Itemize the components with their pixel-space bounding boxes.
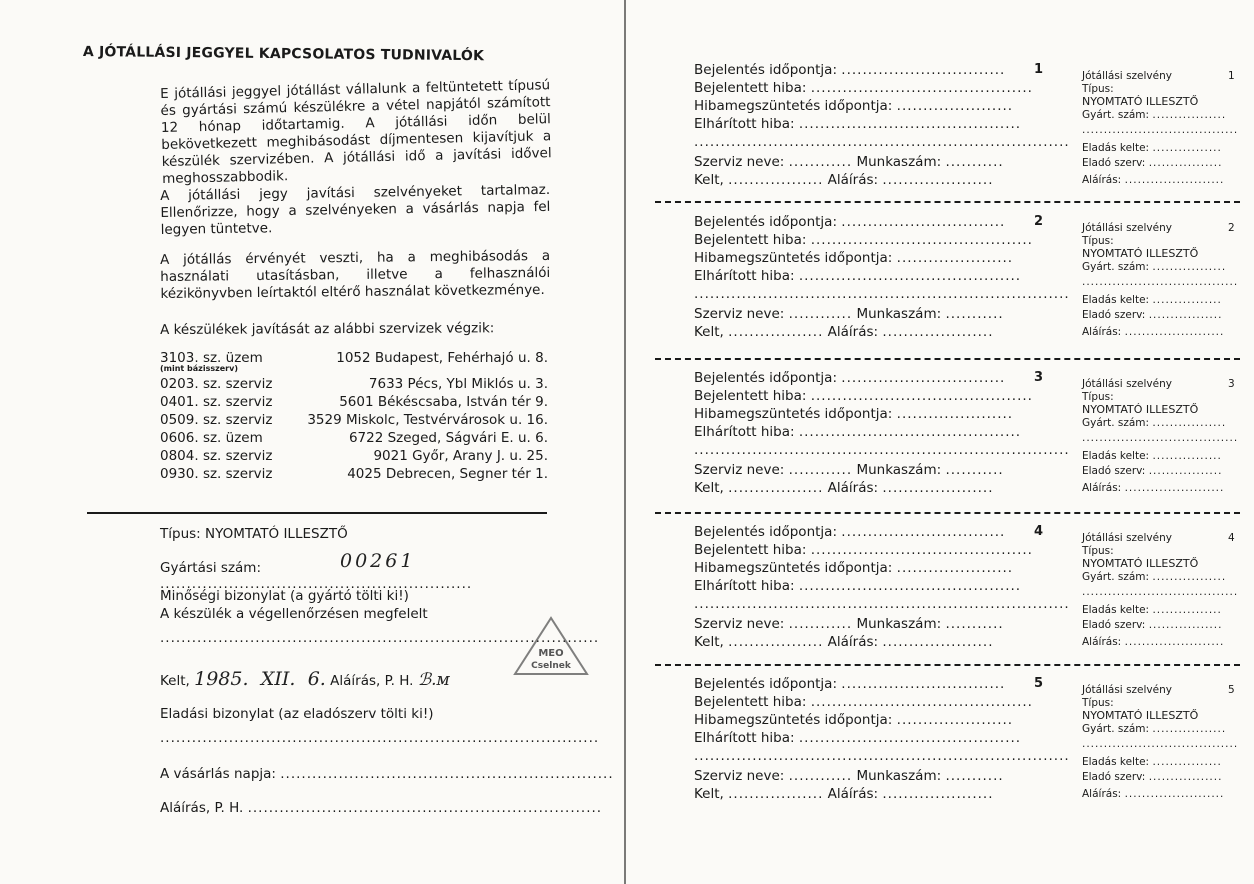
section-divider: [87, 512, 547, 514]
coupon-seller-label: Eladó szerv:: [1082, 619, 1146, 631]
coupon-sale-date-label: Eladás kelte:: [1082, 604, 1150, 616]
service-row: [160, 430, 548, 448]
quality-text: A készülék a végellenőrzésen megfelelt: [160, 606, 428, 622]
fix-time-label: Hibamegszüntetés időpontja:: [694, 712, 893, 728]
job-number-label: Munkaszám:: [856, 768, 942, 784]
coupon-signature-label: Aláírás:: [1082, 174, 1122, 186]
service-address: 4025 Debrecen, Segner tér 1.: [347, 466, 548, 482]
coupon-number: 1: [1228, 70, 1235, 82]
coupon-serial-label: Gyárt. szám:: [1082, 109, 1150, 121]
service-address: 9021 Győr, Arany J. u. 25.: [373, 448, 548, 464]
fix-time-label: Hibamegszüntetés időpontja:: [694, 98, 893, 114]
service-name-label: Szerviz neve:: [694, 462, 785, 478]
coupon-number: 3: [1228, 378, 1235, 390]
block-number: 4: [1034, 524, 1044, 539]
service-address: 3529 Miskolc, Testvérvárosok u. 16.: [307, 412, 548, 428]
coupon-type-label: Típus:: [1082, 83, 1114, 95]
paragraph-warranty: E jótállási jeggyel jótállást vállalunk a feltüntetett típusú és gyártási számú készülékre a vétel napjától számított 12 hónap időtartamig. A jótállási időn belül bekövetkezett meghibásodást díjmentesen kijavítjuk a készülék szervizében. A jótállási idő a javítási idővel meghosszabbodik.: [160, 77, 552, 187]
block-number: 5: [1034, 676, 1044, 691]
dotted-line: .......................................................................: [694, 596, 1070, 612]
coupon-type-value: NYOMTATÓ ILLESZTŐ: [1082, 557, 1199, 570]
service-row: [160, 466, 548, 484]
signature-label: Aláírás:: [827, 634, 879, 650]
fix-time-label: Hibamegszüntetés időpontja:: [694, 406, 893, 422]
kelt-label: Kelt,: [160, 673, 190, 689]
cut-line: [655, 512, 1240, 514]
reported-time-label: Bejelentés időpontja:: [694, 214, 837, 230]
job-number-label: Munkaszám:: [856, 306, 942, 322]
coupon-type-value: NYOMTATÓ ILLESZTŐ: [1082, 95, 1199, 108]
signature2-label: Aláírás, P. H.: [160, 800, 244, 816]
service-unit: 0606. sz. üzem: [160, 430, 263, 446]
purchase-line: A vásárlás napja: ...............................................................: [160, 766, 614, 782]
block-number: 3: [1034, 370, 1044, 385]
coupon-type-value: NYOMTATÓ ILLESZTŐ: [1082, 403, 1199, 416]
fixed-fault-label: Elhárított hiba:: [694, 730, 795, 746]
job-number-label: Munkaszám:: [856, 462, 942, 478]
kelt-label: Kelt,: [694, 786, 724, 802]
sales-dotted-line: ...................................................................................: [160, 730, 600, 746]
serial-line: Gyártási szám: ........................................................... 00261: [160, 550, 473, 592]
repair-block: Bejelentés időpontja: ............................... Bejelentett hiba: .......................................... Hibamegszüntetés időpontja: ...................... Elhárított hiba: .......................................... ....................................................................... Szerviz neve: ............ Munkaszám: ........... Kelt, .................. Aláírás: ..................... 2 Jótállási szelvény 2 Típus: NYOMTATÓ ILLESZTŐ Gyárt. szám: ................. .................................... Eladás kelte: ................ Eladó szerv: ................. Aláírás: .......................: [694, 214, 1239, 340]
dotted-line: .......................................................................: [694, 134, 1070, 150]
dotted-line: .......................................................................: [694, 748, 1070, 764]
paragraph-services-intro: A készülékek javítását az alábbi szervizek végzik:: [160, 320, 495, 338]
coupon-signature-label: Aláírás:: [1082, 482, 1122, 494]
coupon-dotted-line: ....................................: [1082, 124, 1239, 136]
coupon-dotted-line: ....................................: [1082, 276, 1239, 288]
coupon-dotted-line: ....................................: [1082, 586, 1239, 598]
coupon-dotted-line: ....................................: [1082, 432, 1239, 444]
kelt-label: Kelt,: [694, 634, 724, 650]
fix-time-label: Hibamegszüntetés időpontja:: [694, 560, 893, 576]
kelt-label: Kelt,: [694, 172, 724, 188]
paragraph-coupons: A jótállási jegy javítási szelvényeket tartalmaz. Ellenőrizze, hogy a szelvényeken a vásárlás napja fel legyen tüntetve.: [160, 181, 551, 238]
coupon-number: 5: [1228, 684, 1235, 696]
coupon-seller-label: Eladó szerv:: [1082, 309, 1146, 321]
page-fold: [624, 0, 626, 884]
page-heading: A JÓTÁLLÁSI JEGGYEL KAPCSOLATOS TUDNIVALÓK: [82, 44, 485, 65]
coupon-number: 2: [1228, 222, 1235, 234]
serial-handwritten[interactable]: 00261: [340, 550, 416, 572]
job-number-label: Munkaszám:: [856, 616, 942, 632]
service-unit: 0930. sz. szerviz: [160, 466, 273, 482]
coupon-signature-label: Aláírás:: [1082, 326, 1122, 338]
coupon-serial-label: Gyárt. szám:: [1082, 261, 1150, 273]
coupon-number: 4: [1228, 532, 1235, 544]
service-row: [160, 394, 548, 412]
signature-label: Aláírás:: [827, 324, 879, 340]
dotted-line: .......................................................................: [694, 286, 1070, 302]
kelt-line: [160, 668, 548, 690]
cut-line: [655, 664, 1240, 666]
kelt-label: Kelt,: [694, 480, 724, 496]
coupon-signature-label: Aláírás:: [1082, 636, 1122, 648]
coupon-seller-label: Eladó szerv:: [1082, 157, 1146, 169]
coupon-type-label: Típus:: [1082, 235, 1114, 247]
coupon-type-value: NYOMTATÓ ILLESZTŐ: [1082, 709, 1199, 722]
signature-label: Aláírás:: [827, 172, 879, 188]
service-row: [160, 412, 548, 430]
stamp-text-meo: MEO: [538, 648, 564, 659]
reported-time-label: Bejelentés időpontja:: [694, 524, 837, 540]
fixed-fault-label: Elhárított hiba:: [694, 268, 795, 284]
type-value: NYOMTATÓ ILLESZTŐ: [205, 526, 348, 542]
block-number: 1: [1034, 62, 1044, 77]
coupon-title: Jótállási szelvény: [1082, 684, 1172, 696]
service-unit: 0509. sz. szerviz: [160, 412, 273, 428]
coupon-title: Jótállási szelvény: [1082, 532, 1172, 544]
service-address: 1052 Budapest, Fehérhajó u. 8.: [336, 350, 548, 366]
quality-dotted-line: ...................................................................................: [160, 630, 600, 646]
coupon-dotted-line: ....................................: [1082, 738, 1239, 750]
coupon-seller-label: Eladó szerv:: [1082, 465, 1146, 477]
coupon-serial-label: Gyárt. szám:: [1082, 723, 1150, 735]
service-unit: 0203. sz. szerviz: [160, 376, 273, 392]
reported-fault-label: Bejelentett hiba:: [694, 232, 807, 248]
service-name-label: Szerviz neve:: [694, 768, 785, 784]
coupon-type-value: NYOMTATÓ ILLESZTŐ: [1082, 247, 1199, 260]
serial-label: Gyártási szám:: [160, 560, 262, 576]
coupon-title: Jótállási szelvény: [1082, 378, 1172, 390]
service-name-label: Szerviz neve:: [694, 306, 785, 322]
coupon-type-label: Típus:: [1082, 545, 1114, 557]
cut-line: [655, 201, 1240, 203]
service-name-label: Szerviz neve:: [694, 154, 785, 170]
fixed-fault-label: Elhárított hiba:: [694, 116, 795, 132]
kelt-label: Kelt,: [694, 324, 724, 340]
reported-fault-label: Bejelentett hiba:: [694, 388, 807, 404]
quality-title: Minőségi bizonylat (a gyártó tölti ki!): [160, 588, 409, 604]
service-address: 6722 Szeged, Ságvári E. u. 6.: [348, 430, 548, 446]
repair-block: Bejelentés időpontja: ............................... Bejelentett hiba: .......................................... Hibamegszüntetés időpontja: ...................... Elhárított hiba: .......................................... ....................................................................... Szerviz neve: ............ Munkaszám: ........... Kelt, .................. Aláírás: ..................... 4 Jótállási szelvény 4 Típus: NYOMTATÓ ILLESZTŐ Gyárt. szám: ................. .................................... Eladás kelte: ................ Eladó szerv: ................. Aláírás: .......................: [694, 524, 1239, 650]
coupon-signature-label: Aláírás:: [1082, 788, 1122, 800]
signature-handwritten[interactable]: ℬ.ᴍ: [417, 670, 450, 690]
kelt-year[interactable]: 1985.: [194, 668, 249, 690]
coupon-sale-date-label: Eladás kelte:: [1082, 294, 1150, 306]
coupon-type-label: Típus:: [1082, 697, 1114, 709]
type-label: Típus:: [160, 526, 201, 542]
coupon-serial-label: Gyárt. szám:: [1082, 571, 1150, 583]
reported-time-label: Bejelentés időpontja:: [694, 62, 837, 78]
reported-fault-label: Bejelentett hiba:: [694, 542, 807, 558]
stamp-text-name: Cselnek: [531, 661, 571, 671]
coupon-seller-label: Eladó szerv:: [1082, 771, 1146, 783]
signature-label: Aláírás:: [827, 480, 879, 496]
job-number-label: Munkaszám:: [856, 154, 942, 170]
signature-label: Aláírás, P. H.: [330, 673, 414, 689]
service-name-label: Szerviz neve:: [694, 616, 785, 632]
fix-time-label: Hibamegszüntetés időpontja:: [694, 250, 893, 266]
reported-time-label: Bejelentés időpontja:: [694, 370, 837, 386]
cut-line: [655, 358, 1240, 360]
coupon-type-label: Típus:: [1082, 391, 1114, 403]
type-line: [160, 526, 348, 542]
signature-label: Aláírás:: [827, 786, 879, 802]
repair-block: Bejelentés időpontja: ............................... Bejelentett hiba: .......................................... Hibamegszüntetés időpontja: ...................... Elhárított hiba: .......................................... ....................................................................... Szerviz neve: ............ Munkaszám: ........... Kelt, .................. Aláírás: ..................... 1 Jótállási szelvény 1 Típus: NYOMTATÓ ILLESZTŐ Gyárt. szám: ................. .................................... Eladás kelte: ................ Eladó szerv: ................. Aláírás: .......................: [694, 62, 1239, 188]
repair-block: Bejelentés időpontja: ............................... Bejelentett hiba: .......................................... Hibamegszüntetés időpontja: ...................... Elhárított hiba: .......................................... ....................................................................... Szerviz neve: ............ Munkaszám: ........... Kelt, .................. Aláírás: ..................... 5 Jótállási szelvény 5 Típus: NYOMTATÓ ILLESZTŐ Gyárt. szám: ................. .................................... Eladás kelte: ................ Eladó szerv: ................. Aláírás: .......................: [694, 676, 1239, 802]
service-row: [160, 376, 548, 394]
coupon-serial-label: Gyárt. szám:: [1082, 417, 1150, 429]
service-address: 7633 Pécs, Ybl Miklós u. 3.: [368, 376, 548, 392]
repair-block: Bejelentés időpontja: ............................... Bejelentett hiba: .......................................... Hibamegszüntetés időpontja: ...................... Elhárított hiba: .......................................... ....................................................................... Szerviz neve: ............ Munkaszám: ........... Kelt, .................. Aláírás: ..................... 3 Jótállási szelvény 3 Típus: NYOMTATÓ ILLESZTŐ Gyárt. szám: ................. .................................... Eladás kelte: ................ Eladó szerv: ................. Aláírás: .......................: [694, 370, 1239, 496]
service-note: (mint bázisszerv): [160, 364, 238, 373]
fixed-fault-label: Elhárított hiba:: [694, 424, 795, 440]
coupon-sale-date-label: Eladás kelte:: [1082, 450, 1150, 462]
purchase-label: A vásárlás napja:: [160, 766, 276, 782]
sales-title: Eladási bizonylat (az eladószerv tölti ki!): [160, 706, 434, 722]
block-number: 2: [1034, 214, 1044, 229]
reported-fault-label: Bejelentett hiba:: [694, 694, 807, 710]
coupon-title: Jótállási szelvény: [1082, 70, 1172, 82]
service-address: 5601 Békéscsaba, István tér 9.: [339, 394, 548, 410]
meo-stamp: [505, 612, 595, 686]
service-unit: 3103. sz. üzem: [160, 350, 263, 366]
service-row: [160, 448, 548, 466]
reported-fault-label: Bejelentett hiba:: [694, 80, 807, 96]
dotted-line: .......................................................................: [694, 442, 1070, 458]
coupon-title: Jótállási szelvény: [1082, 222, 1172, 234]
coupon-sale-date-label: Eladás kelte:: [1082, 142, 1150, 154]
signature2-line: Aláírás, P. H. ...................................................................: [160, 800, 603, 816]
service-list: [160, 350, 548, 484]
kelt-month[interactable]: XII.: [260, 668, 296, 690]
fixed-fault-label: Elhárított hiba:: [694, 578, 795, 594]
service-unit: 0401. sz. szerviz: [160, 394, 273, 410]
reported-time-label: Bejelentés időpontja:: [694, 676, 837, 692]
paragraph-invalidity: A jótállás érvényét veszti, ha a meghibásodás a használati utasításban, illetve a felhasználói kézikönyvben leírtaktól eltérő használat következménye.: [160, 247, 551, 302]
kelt-day[interactable]: 6.: [307, 668, 326, 690]
service-unit: 0804. sz. szerviz: [160, 448, 273, 464]
coupon-sale-date-label: Eladás kelte:: [1082, 756, 1150, 768]
